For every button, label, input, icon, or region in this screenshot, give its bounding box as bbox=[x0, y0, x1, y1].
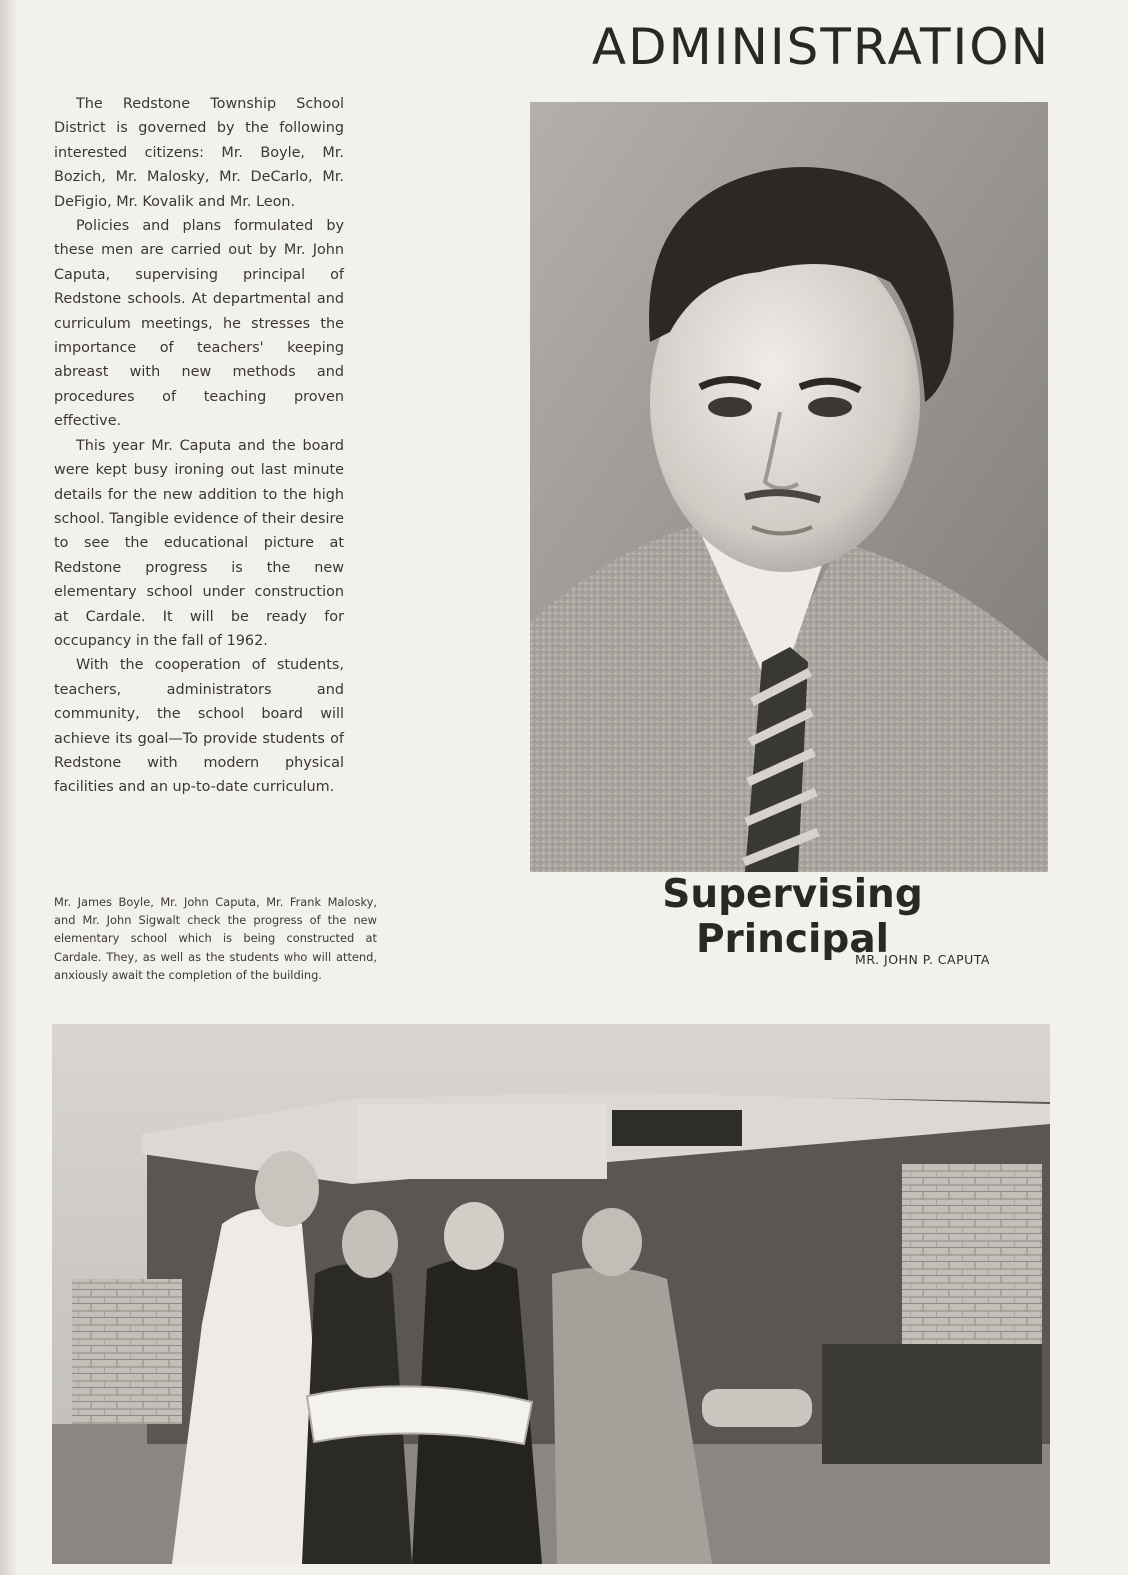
photo-caption: Mr. James Boyle, Mr. John Caputa, Mr. Frank Malosky, and Mr. John Sigwalt check the progress of the new elementary school which is being constructed at Cardale. They, as well as the students who will attend, anxiously await the completion of the building. bbox=[54, 895, 377, 982]
man-head bbox=[342, 1210, 398, 1278]
pipe bbox=[702, 1389, 812, 1427]
brick-stack bbox=[72, 1279, 182, 1424]
man-head bbox=[582, 1208, 642, 1276]
construction-site-photo bbox=[52, 1024, 1050, 1564]
man-head bbox=[255, 1151, 319, 1227]
intro-paragraph: Policies and plans formulated by these men are carried out by Mr. John Caputa, supervising principal of Redstone schools. At departmental and curriculum meetings, he stresses the importance of teachers' keeping abreast with new methods and procedures of teaching proven effective. bbox=[54, 218, 344, 430]
page-title: ADMINISTRATION bbox=[591, 18, 1050, 76]
roof-materials bbox=[612, 1110, 742, 1146]
intro-paragraph: The Redstone Township School District is governed by the following interested citizens: Mr. Boyle, Mr. Bozich, Mr. Malosky, Mr. DeCarlo, Mr. DeFigio, Mr. Kovalik and Mr. Leon. bbox=[54, 96, 344, 210]
equipment bbox=[822, 1344, 1042, 1464]
left-eye bbox=[708, 397, 752, 417]
scan-edge-shadow bbox=[0, 0, 18, 1575]
roof-panel bbox=[357, 1104, 607, 1179]
portrait-illustration bbox=[530, 102, 1048, 872]
portrait-subtitle: Supervising Principal bbox=[662, 872, 923, 962]
intro-text bbox=[54, 92, 344, 800]
intro-paragraph: This year Mr. Caputa and the board were kept busy ironing out last minute details for the new addition to the high school. Tangible evidence of their desire to see the educational picture at Redstone progress is the new elementary school under construction at Cardale. It will be ready for occupancy in the fall of 1962. bbox=[54, 437, 344, 649]
intro-paragraph: With the cooperation of students, teachers, administrators and community, the school board will achieve its goal—To provide students of Redstone with modern physical facilities and an up-to-date curriculum. bbox=[54, 657, 344, 796]
man-head bbox=[444, 1202, 504, 1270]
portrait-name-label: MR. JOHN P. CAPUTA bbox=[855, 952, 990, 967]
right-eye bbox=[808, 397, 852, 417]
construction-illustration bbox=[52, 1024, 1050, 1564]
principal-portrait-photo bbox=[530, 102, 1048, 872]
